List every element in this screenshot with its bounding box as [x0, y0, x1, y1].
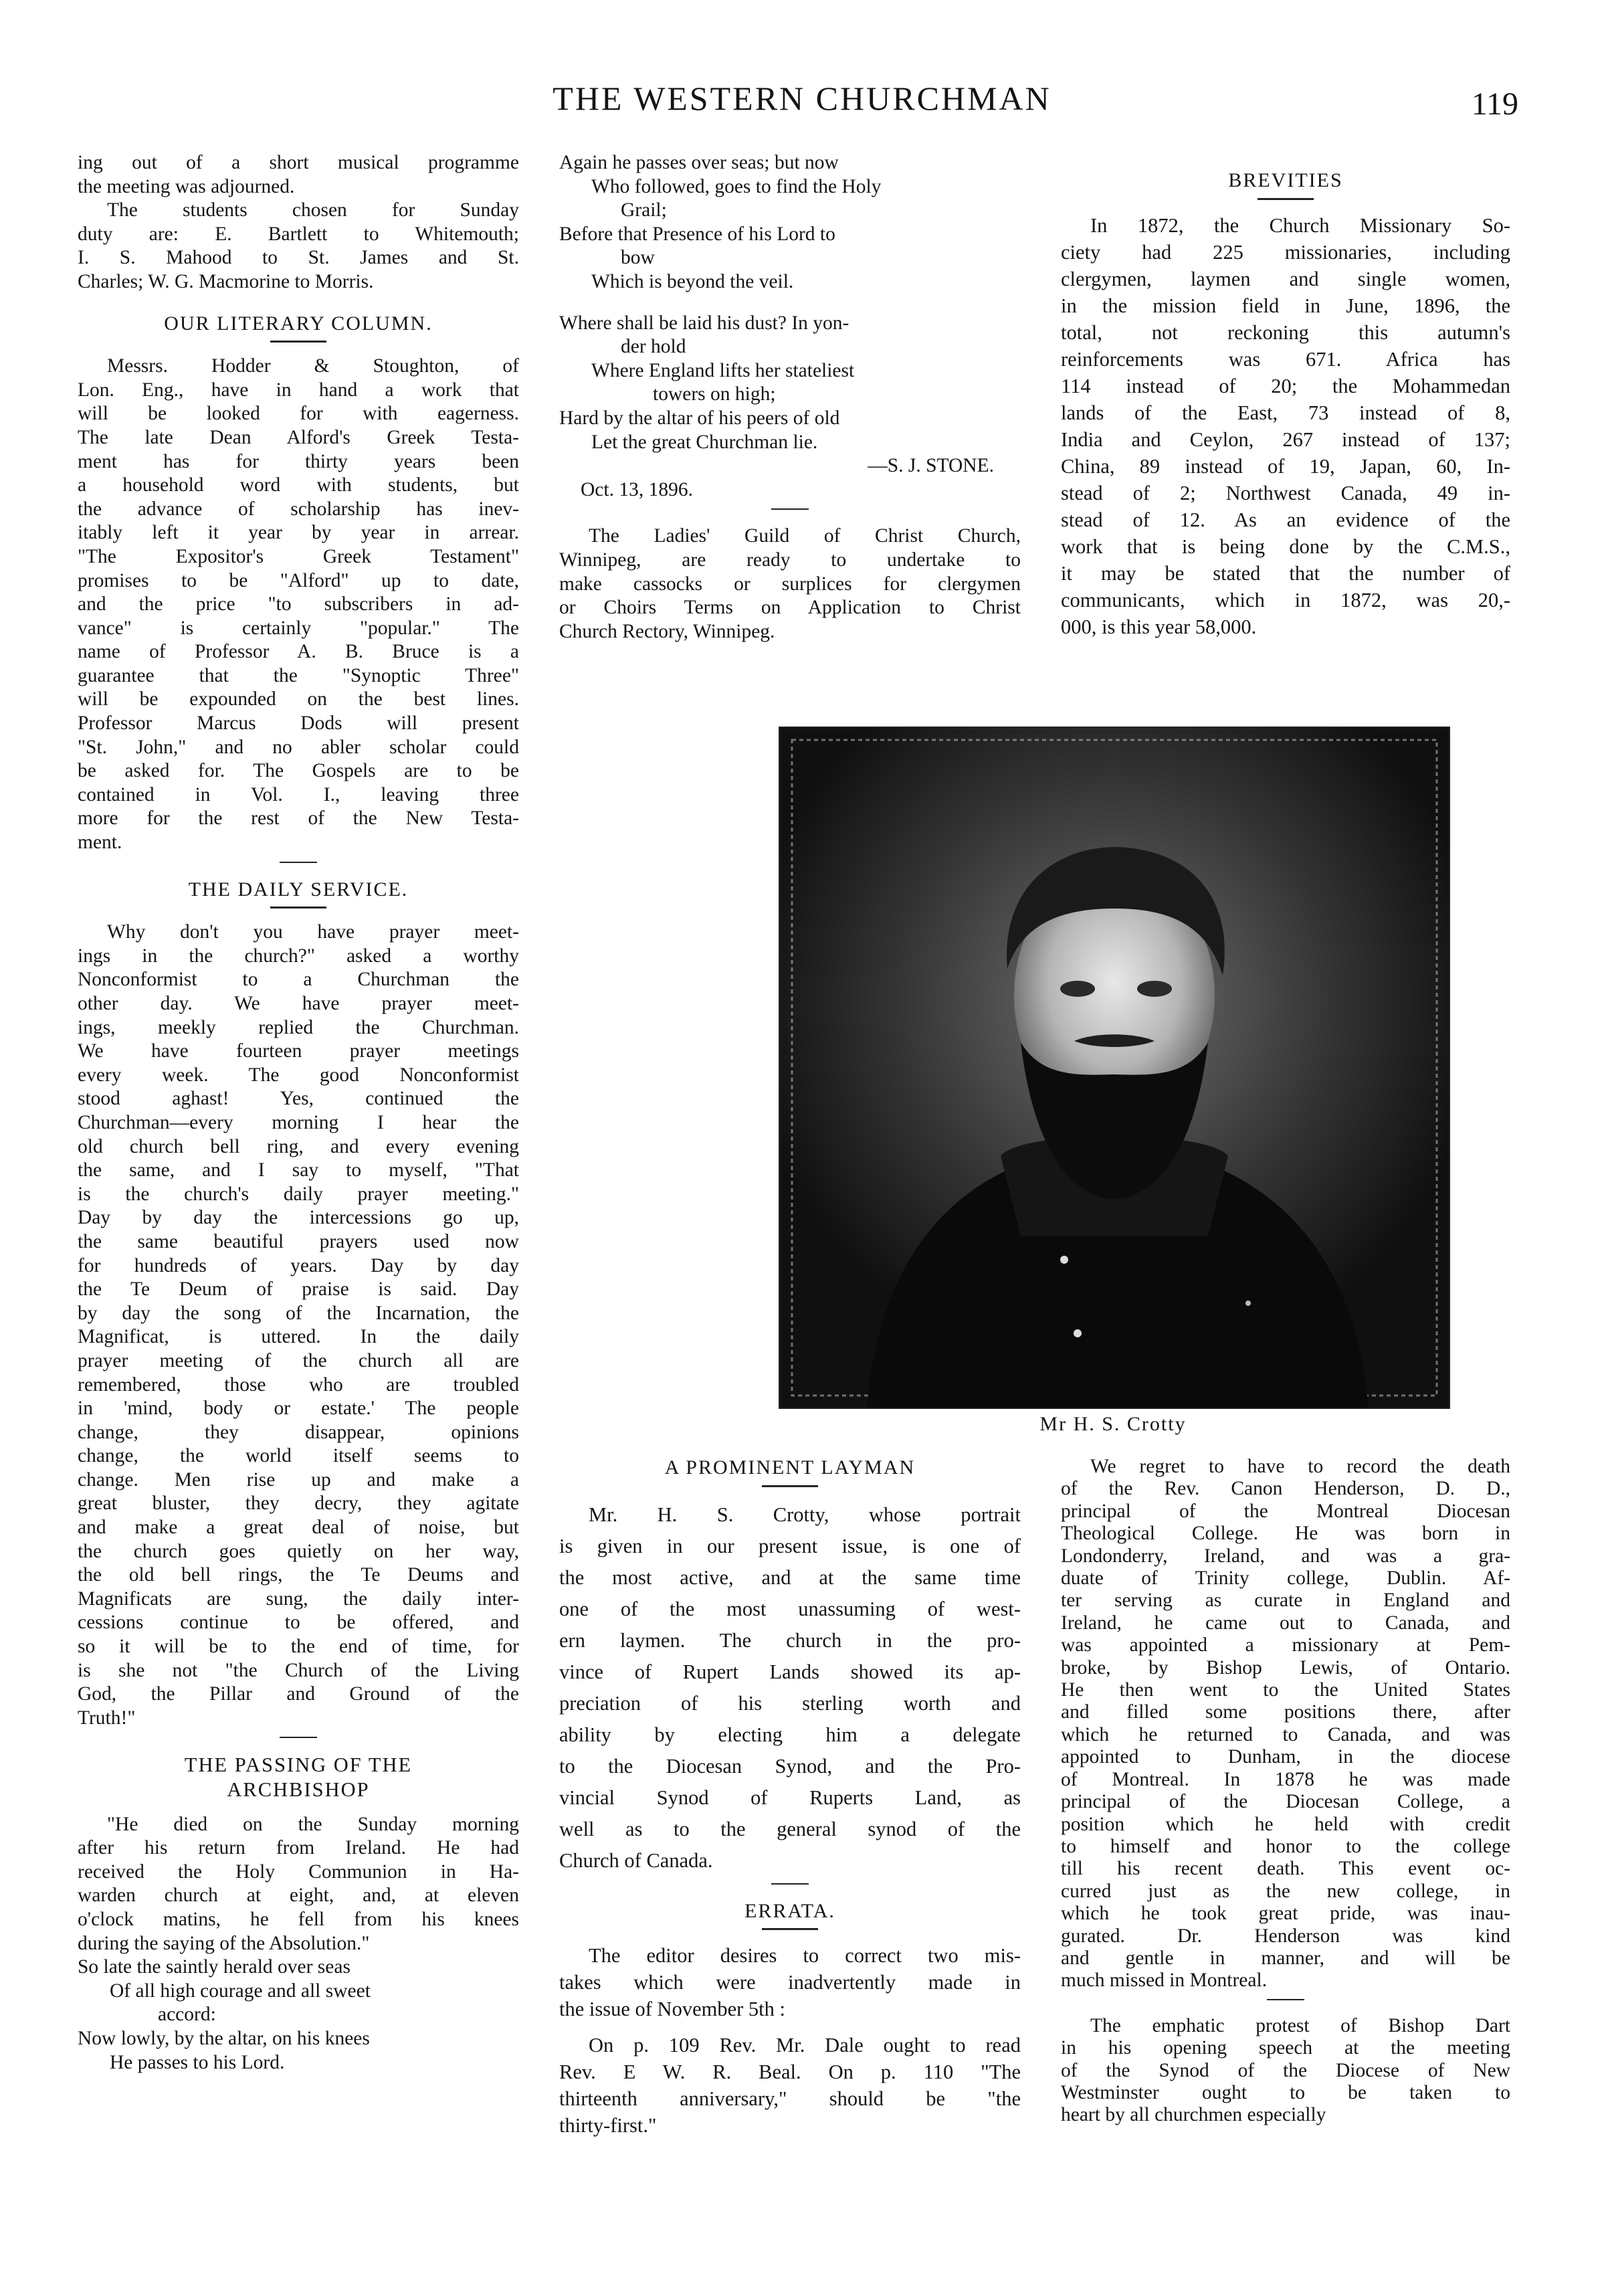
- text-line: vincial Synod of Ruperts Land, as: [559, 1786, 1021, 1809]
- text-line: other day. We have prayer meet-: [78, 993, 519, 1014]
- archbishop-paragraph: [78, 1813, 519, 1956]
- poem-line: bow: [621, 247, 655, 269]
- text-line: will be looked for with eagerness.: [78, 403, 519, 425]
- text-line: gurated. Dr. Henderson was kind: [1061, 1925, 1510, 1947]
- text-line: ciety had 225 missionaries, including: [1061, 240, 1510, 264]
- text-line: Day by day the intercessions go up,: [78, 1207, 519, 1229]
- text-line: the same beautiful prayers used now: [78, 1230, 519, 1252]
- literary-column-heading: OUR LITERARY COLUMN.: [164, 312, 433, 334]
- text-line: thirty-first.": [559, 2114, 657, 2137]
- portrait-image: [780, 728, 1449, 1408]
- text-line: preciation of his sterling worth and: [559, 1691, 1021, 1715]
- text-line: and make a great deal of noise, but: [78, 1517, 519, 1539]
- text-line: stood aghast! Yes, continued the: [78, 1088, 519, 1110]
- text-line: ability by electing him a delegate: [559, 1723, 1021, 1746]
- text-line: guarantee that the "Synoptic Three": [78, 664, 519, 686]
- text-line: in the mission field in June, 1896, the: [1061, 294, 1510, 317]
- text-line: Churchman—every morning I hear the: [78, 1111, 519, 1133]
- text-line: is she not "the Church of the Living: [78, 1659, 519, 1681]
- text-line: the church goes quietly on her way,: [78, 1540, 519, 1562]
- text-line: duty are: E. Bartlett to Whitemouth;: [78, 223, 519, 245]
- text-line: reinforcements was 671. Africa has: [1061, 347, 1510, 371]
- page-number: 119: [1471, 86, 1518, 122]
- poem-line: Where England lifts her stateliest: [591, 359, 855, 381]
- text-line: appointed to Dunham, in the diocese: [1061, 1746, 1510, 1768]
- text-line: Lon. Eng., have in hand a work that: [78, 379, 519, 401]
- poem-line: Of all high courage and all sweet: [110, 1980, 371, 2002]
- text-line: God, the Pillar and Ground of the: [78, 1683, 519, 1705]
- text-line: is given in our present issue, is one of: [559, 1534, 1021, 1557]
- poem-line: He passes to his Lord.: [110, 2051, 285, 2073]
- text-line: duate of Trinity college, Dublin. Af-: [1061, 1567, 1510, 1590]
- archbishop-poem: [78, 1955, 519, 2075]
- text-line: principal of the Diocesan College, a: [1061, 1791, 1510, 1813]
- text-line: ment has for thirty years been: [78, 450, 519, 472]
- text-line: Professor Marcus Dods will present: [78, 712, 519, 735]
- text-line: and filled some positions there, after: [1061, 1701, 1510, 1723]
- errata-heading: ERRATA.: [744, 1899, 835, 1922]
- text-line: o'clock matins, he fell from his knees: [78, 1908, 519, 1930]
- text-line: Winnipeg, are ready to undertake to: [559, 549, 1021, 571]
- text-line: so it will be to the end of time, for: [78, 1636, 519, 1658]
- text-line: The editor desires to correct two mis-: [589, 1944, 1021, 1968]
- text-line: contained in Vol. I., leaving three: [78, 783, 519, 805]
- text-line: "The Expositor's Greek Testament": [78, 545, 519, 567]
- text-line: India and Ceylon, 267 instead of 137;: [1061, 427, 1510, 451]
- column-right: [1061, 151, 1510, 640]
- section-rule: [771, 1883, 809, 1885]
- column-left: [78, 151, 519, 2075]
- text-line: make cassocks or surplices for clergymen: [559, 573, 1021, 595]
- text-line: till his recent death. This event oc-: [1061, 1858, 1510, 1880]
- poem-line: accord:: [158, 2004, 216, 2026]
- text-line: total, not reckoning this autumn's: [1061, 320, 1510, 344]
- text-line: remembered, those who are troubled: [78, 1373, 519, 1396]
- text-line: change, they disappear, opinions: [78, 1421, 519, 1443]
- text-line: "He died on the Sunday morning: [107, 1813, 519, 1835]
- text-line: in his opening speech at the meeting: [1061, 2037, 1510, 2059]
- text-line: vince of Rupert Lands showed its ap-: [559, 1660, 1021, 1683]
- archbishop-heading-line2: ARCHBISHOP: [227, 1778, 370, 1801]
- text-line: The late Dean Alford's Greek Testa-: [78, 426, 519, 448]
- poem-date: Oct. 13, 1896.: [581, 478, 693, 500]
- text-line: in 'mind, body or estate.' The people: [78, 1398, 519, 1420]
- text-line: The students chosen for Sunday: [107, 199, 519, 221]
- newspaper-masthead: THE WESTERN CHURCHMAN: [553, 80, 1051, 117]
- section-rule: [270, 906, 326, 908]
- text-line: change. Men rise up and make a: [78, 1468, 519, 1491]
- section-rule: [280, 862, 317, 863]
- text-line: more for the rest of the New Testa-: [78, 807, 519, 830]
- text-line: work that is being done by the C.M.S.,: [1061, 535, 1510, 558]
- text-line: the meeting was adjourned.: [78, 175, 295, 197]
- text-line: principal of the Montreal Diocesan: [1061, 1500, 1510, 1522]
- text-line: of the Synod of the Diocese of New: [1061, 2059, 1510, 2081]
- text-line: will be expounded on the best lines.: [78, 688, 519, 710]
- errata-paragraph: [559, 1942, 1021, 2022]
- text-line: curred just as the new college, in: [1061, 1880, 1510, 1902]
- text-line: be asked for. The Gospels are to be: [78, 760, 519, 782]
- text-line: ings in the church?" asked a worthy: [78, 945, 519, 967]
- text-line: Westminster ought to be taken to: [1061, 2081, 1510, 2103]
- section-rule: [1258, 198, 1314, 200]
- text-line: Londonderry, Ireland, and was a gra-: [1061, 1545, 1510, 1567]
- brevities-paragraph: [1061, 212, 1510, 640]
- daily-service-heading: THE DAILY SERVICE.: [188, 878, 409, 900]
- poem-line: der hold: [621, 336, 686, 358]
- text-line: to himself and honor to the college: [1061, 1835, 1510, 1857]
- portrait-photo: [779, 727, 1450, 1409]
- text-line: Rev. E W. R. Beal. On p. 110 "The: [559, 2061, 1021, 2084]
- text-line: ern laymen. The church in the pro-: [559, 1628, 1021, 1652]
- text-line: to the Diocesan Synod, and the Pro-: [559, 1754, 1021, 1778]
- text-line: the same, and I say to myself, "That: [78, 1159, 519, 1181]
- text-line: ment.: [78, 832, 122, 854]
- text-line: the advance of scholarship has inev-: [78, 498, 519, 520]
- text-line: name of Professor A. B. Bruce is a: [78, 641, 519, 663]
- text-line: cessions continue to be offered, and: [78, 1612, 519, 1634]
- text-line: I. S. Mahood to St. James and St.: [78, 247, 519, 269]
- text-line: which he returned to Canada, and was: [1061, 1723, 1510, 1745]
- text-line: every week. The good Nonconformist: [78, 1064, 519, 1086]
- students-paragraph: [78, 199, 519, 294]
- text-line: one of the most unassuming of west-: [559, 1597, 1021, 1620]
- bishop-dart-paragraph: [1061, 2015, 1510, 2127]
- text-line: stead of 2; Northwest Canada, 49 in-: [1061, 481, 1510, 504]
- text-line: Magnificats are sung, the daily inter-: [78, 1588, 519, 1610]
- daily-service-paragraph: [78, 921, 519, 1730]
- poem-line: So late the saintly herald over seas: [78, 1956, 350, 1978]
- section-rule: [762, 1485, 818, 1487]
- text-line: In 1872, the Church Missionary So-: [1090, 213, 1510, 237]
- text-line: promises to be "Alford" up to date,: [78, 569, 519, 591]
- text-line: the Te Deum of praise is said. Day: [78, 1278, 519, 1301]
- literary-paragraph: [78, 355, 519, 854]
- text-line: which he took great pride, was inau-: [1061, 1903, 1510, 1925]
- text-line: for hundreds of years. Day by day: [78, 1254, 519, 1276]
- text-line: Theological College. He was born in: [1061, 1523, 1510, 1545]
- text-line: after his return from Ireland. He had: [78, 1837, 519, 1859]
- text-line: great bluster, they decry, they agitate: [78, 1493, 519, 1515]
- text-line: ter serving as curate in England and: [1061, 1590, 1510, 1612]
- text-line: thirteenth anniversary," should be "the: [559, 2087, 1021, 2111]
- text-line: The emphatic protest of Bishop Dart: [1090, 2014, 1510, 2036]
- text-line: takes which were inadvertently made in: [559, 1971, 1021, 1994]
- text-line: Truth!": [78, 1707, 136, 1729]
- stone-poem-stanza-2: [559, 312, 1021, 455]
- text-line: Mr. H. S. Crotty, whose portrait: [589, 1503, 1021, 1526]
- text-line: Charles; W. G. Macmorine to Morris.: [78, 270, 374, 292]
- text-line: Messrs. Hodder & Stoughton, of: [107, 355, 519, 377]
- text-line: clergymen, laymen and single women,: [1061, 267, 1510, 290]
- text-line: ings, meekly replied the Churchman.: [78, 1016, 519, 1038]
- section-rule: [1267, 1999, 1304, 2000]
- portrait-caption: Mr H. S. Crotty: [1039, 1413, 1187, 1435]
- poem-line: Hard by the altar of his peers of old: [559, 407, 840, 429]
- column-right-lower: [1061, 1456, 1510, 2127]
- errata-corrections: [559, 2032, 1021, 2139]
- text-line: Magnificat, is uttered. In the daily: [78, 1326, 519, 1348]
- stone-poem-stanza-1: [559, 151, 1021, 294]
- prominent-layman-paragraph: [559, 1499, 1021, 1877]
- column-middle-lower: [559, 1456, 1021, 2139]
- text-line: He then went to the United States: [1061, 1679, 1510, 1701]
- text-line: it may be stated that the number of: [1061, 561, 1510, 585]
- text-line: the old bell rings, the Te Deums and: [78, 1564, 519, 1586]
- text-line: vance" is certainly "popular." The: [78, 617, 519, 639]
- text-line: We have fourteen prayer meetings: [78, 1040, 519, 1062]
- brevities-heading: BREVITIES: [1228, 169, 1343, 191]
- poem-line: Now lowly, by the altar, on his knees: [78, 2027, 370, 2049]
- text-line: during the saying of the Absolution.": [78, 1932, 370, 1954]
- text-line: Church of Canada.: [559, 1848, 713, 1872]
- archbishop-heading-line1: THE PASSING OF THE: [184, 1753, 413, 1777]
- text-line: the issue of November 5th :: [559, 1998, 785, 2021]
- section-rule: [762, 1928, 818, 1930]
- intro-text: [78, 151, 519, 199]
- ladies-guild-notice: [559, 524, 1021, 644]
- poem-line: Which is beyond the veil.: [591, 270, 794, 292]
- poem-signature: —S. J. STONE.: [868, 455, 994, 477]
- text-line: On p. 109 Rev. Mr. Dale ought to read: [589, 2034, 1021, 2057]
- text-line: The Ladies' Guild of Christ Church,: [589, 525, 1021, 547]
- text-line: of the Rev. Canon Henderson, D. D.,: [1061, 1478, 1510, 1500]
- canon-henderson-obituary: [1061, 1456, 1510, 1992]
- text-line: of Montreal. In 1878 he was made: [1061, 1768, 1510, 1790]
- poem-line: Again he passes over seas; but now: [559, 152, 839, 173]
- text-line: Church Rectory, Winnipeg.: [559, 620, 775, 642]
- text-line: 114 instead of 20; the Mohammedan: [1061, 374, 1510, 397]
- text-line: a household word with students, but: [78, 474, 519, 496]
- poem-line: Before that Presence of his Lord to: [559, 223, 835, 245]
- text-line: China, 89 instead of 19, Japan, 60, In-: [1061, 454, 1510, 478]
- section-rule: [270, 341, 326, 343]
- text-line: old church bell ring, and every evening: [78, 1135, 519, 1157]
- text-line: 000, is this year 58,000.: [1061, 615, 1257, 638]
- text-line: communicants, which in 1872, was 20,-: [1061, 588, 1510, 611]
- text-line: ing out of a short musical programme: [78, 152, 519, 173]
- text-line: We regret to have to record the death: [1090, 1456, 1510, 1477]
- text-line: much missed in Montreal.: [1061, 1970, 1268, 1992]
- text-line: Nonconformist to a Churchman the: [78, 969, 519, 991]
- text-line: the most active, and at the same time: [559, 1565, 1021, 1589]
- text-line: Ireland, he came out to Canada, and: [1061, 1612, 1510, 1634]
- text-line: was appointed a missionary at Pem-: [1061, 1634, 1510, 1656]
- text-line: broke, by Bishop Lewis, of Ontario.: [1061, 1656, 1510, 1679]
- poem-line: Who followed, goes to find the Holy: [591, 175, 882, 197]
- text-line: received the Holy Communion in Ha-: [78, 1860, 519, 1883]
- text-line: prayer meeting of the church all are: [78, 1349, 519, 1371]
- text-line: lands of the East, 73 instead of 8,: [1061, 401, 1510, 424]
- text-line: and gentle in manner, and will be: [1061, 1947, 1510, 1969]
- text-line: position which he held with credit: [1061, 1813, 1510, 1835]
- column-middle: [559, 151, 1021, 644]
- text-line: change, the world itself seems to: [78, 1445, 519, 1467]
- section-rule: [280, 1737, 317, 1738]
- prominent-layman-heading: A PROMINENT LAYMAN: [664, 1456, 916, 1478]
- poem-line: Where shall be laid his dust? In yon-: [559, 312, 849, 334]
- text-line: or Choirs Terms on Application to Christ: [559, 597, 1021, 619]
- text-line: warden church at eight, and, at eleven: [78, 1885, 519, 1907]
- poem-line: Grail;: [621, 199, 667, 221]
- text-line: and the price "to subscribers in ad-: [78, 593, 519, 615]
- poem-line: towers on high;: [653, 383, 776, 405]
- text-line: "St. John," and no abler scholar could: [78, 736, 519, 758]
- text-line: Why don't you have prayer meet-: [107, 921, 519, 943]
- text-line: itably left it year by year in arrear.: [78, 522, 519, 544]
- section-rule: [771, 508, 809, 510]
- poem-line: Let the great Churchman lie.: [591, 431, 818, 453]
- text-line: is the church's daily prayer meeting.": [78, 1183, 519, 1205]
- text-line: well as to the general synod of the: [559, 1817, 1021, 1840]
- text-line: by day the song of the Incarnation, the: [78, 1302, 519, 1324]
- text-line: stead of 12. As an evidence of the: [1061, 508, 1510, 531]
- text-line: heart by all churchmen especially: [1061, 2104, 1326, 2126]
